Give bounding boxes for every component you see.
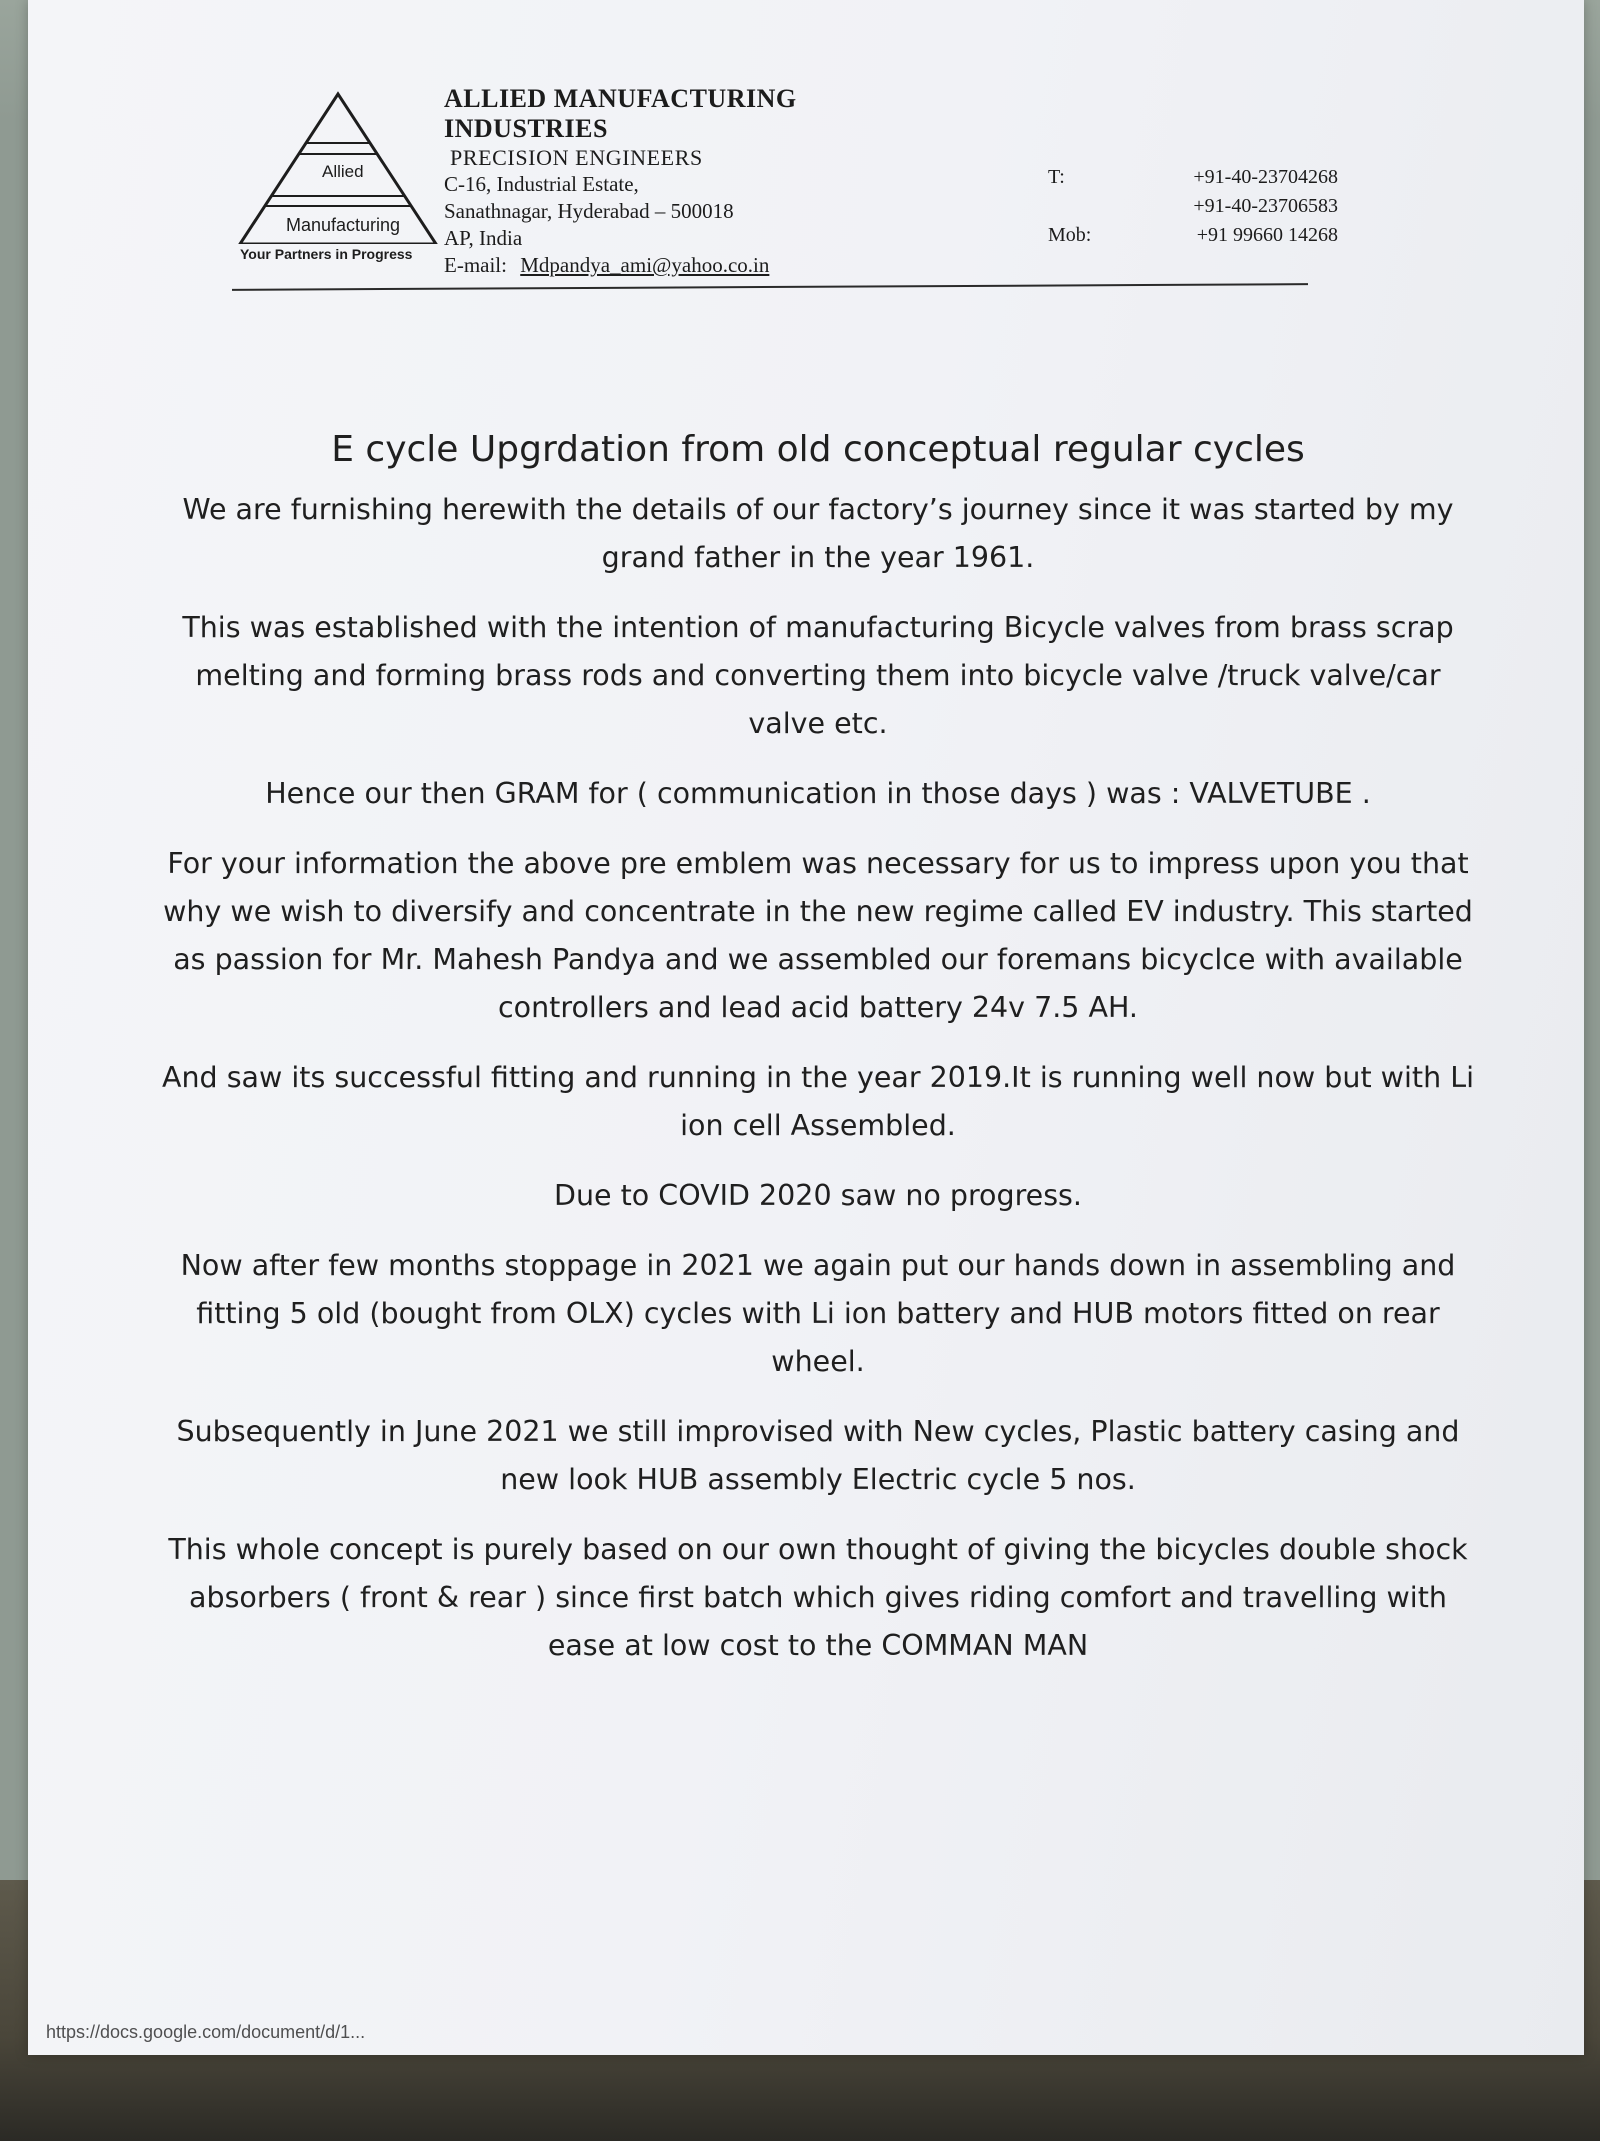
mobile-number: +91 99660 14268	[1196, 224, 1338, 246]
address-line: Sanathnagar, Hyderabad – 500018	[444, 199, 734, 223]
phone-row	[1048, 195, 1338, 224]
email-row	[444, 252, 964, 279]
body-paragraph: For your information the above pre emblem was necessary for us to impress upon you that why we wish to diversify and concentrate in the new regime called EV industry. This started as passion for Mr. Mahesh Pandya and we assembled our foremans bicyclce with available controllers and lead acid battery 24v 7.5 AH.	[163, 847, 1473, 1024]
company-details	[444, 84, 964, 279]
company-name: ALLIED MANUFACTURING INDUSTRIES	[444, 84, 797, 143]
body-paragraph: This was established with the intention of manufacturing Bicycle valves from brass scrap melting and forming brass rods and converting them into bicycle valve /truck valve/car valve etc.	[182, 611, 1454, 740]
contact-details	[1048, 166, 1338, 253]
address-line: C-16, Industrial Estate,	[444, 172, 639, 196]
phone-number: +91-40-23704268	[1193, 166, 1338, 188]
logo-word-manufacturing: Manufacturing	[286, 215, 401, 235]
email-link[interactable]: Mdpandya_ami@yahoo.co.in	[520, 253, 770, 277]
logo-word-allied: Allied	[322, 162, 364, 181]
phone-label: T:	[1048, 166, 1065, 188]
mobile-label: Mob:	[1048, 224, 1092, 246]
letter-page	[28, 0, 1584, 2055]
body-paragraph: Now after few months stoppage in 2021 we again put our hands down in assembling and fitting 5 old (bought from OLX) cycles with Li ion battery and HUB motors fitted on rear wheel.	[180, 1249, 1456, 1378]
document-title: E cycle Upgrdation from old conceptual regular cycles	[331, 429, 1305, 470]
email-label: E-mail:	[444, 253, 507, 277]
letter-body	[158, 426, 1478, 1692]
address-line: AP, India	[444, 226, 523, 250]
body-paragraph: And saw its successful fitting and running in the year 2019.It is running well now but with Li ion cell Assembled.	[161, 1061, 1475, 1142]
mobile-row	[1048, 224, 1338, 253]
company-subtitle: PRECISION ENGINEERS	[450, 145, 703, 170]
body-paragraph: This whole concept is purely based on our own thought of giving the bicycles double shock absorbers ( front & rear ) since first batch which gives riding comfort and travelling with ease at low cost to the COMMAN MAN	[168, 1533, 1468, 1662]
letterhead-divider	[232, 283, 1308, 291]
body-paragraph: Hence our then GRAM for ( communication in those days ) was : VALVETUBE .	[265, 777, 1371, 810]
body-paragraph: Subsequently in June 2021 we still improvised with New cycles, Plastic battery casing and new look HUB assembly Electric cycle 5 nos.	[176, 1415, 1460, 1496]
company-logo	[232, 84, 444, 270]
phone-number: +91-40-23706583	[1193, 195, 1338, 217]
print-url-footer: https://docs.google.com/document/d/1...	[46, 2022, 366, 2042]
phone-row	[1048, 166, 1338, 195]
letterhead	[28, 0, 1584, 300]
logo-tagline: Your Partners in Progress	[240, 246, 413, 262]
body-paragraph: We are furnishing herewith the details of our factory’s journey since it was started by my grand father in the year 1961.	[182, 493, 1454, 574]
body-paragraph: Due to COVID 2020 saw no progress.	[554, 1179, 1082, 1212]
